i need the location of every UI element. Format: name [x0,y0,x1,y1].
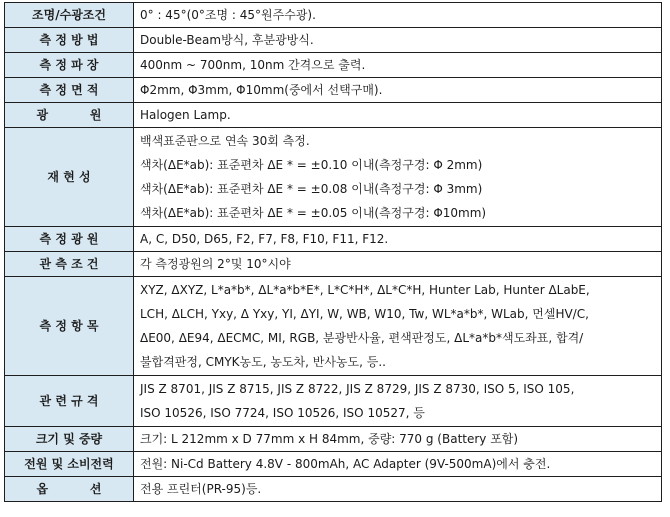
row-label: 측 정 방 법 [5,28,134,53]
row-value [134,427,662,452]
spec-row-standards [5,376,662,427]
row-label: 재 현 성 [5,128,134,227]
row-value [134,3,662,28]
row-label: 측 정 면 적 [5,78,134,103]
row-value [134,227,662,252]
spec-row-observer [5,252,662,277]
value-line: Double-Beam방식, 후분광방식. [140,33,314,47]
value-line: 각 측정광원의 2°및 10°시야 [140,257,291,271]
spec-row-measurement-items [5,277,662,376]
row-value [134,53,662,78]
spec-row-options [5,477,662,502]
spec-row-repeatability [5,128,662,227]
value-line: 크기: L 212mm x D 77mm x H 84mm, 중량: 770 g (Battery 포함) [140,432,519,446]
value-line: 400nm ~ 700nm, 10nm 간격으로 출력. [140,58,366,72]
spec-row-method [5,28,662,53]
value-line: 색차(ΔE*ab): 표준편차 ΔE * = ±0.08 이내(측정구경: Φ 3mm) [140,182,483,196]
row-value [134,452,662,477]
row-value [134,477,662,502]
row-value [134,103,662,128]
spec-row-illuminants [5,227,662,252]
row-label: 측 정 파 장 [5,53,134,78]
row-value [134,128,662,227]
spec-row-illumination [5,3,662,28]
value-line: 백색표준판으로 연속 30회 측정. [140,134,310,148]
spec-row-power [5,452,662,477]
row-label: 측 정 항 목 [5,277,134,376]
row-label: 관 련 규 격 [5,376,134,427]
row-label: 측 정 광 원 [5,227,134,252]
value-line: A, C, D50, D65, F2, F7, F8, F10, F11, F12. [140,232,389,246]
value-line: Halogen Lamp. [140,108,231,122]
row-label: 옵 션 [5,477,134,502]
spec-table [4,2,662,502]
row-value [134,252,662,277]
value-line: 전원: Ni-Cd Battery 4.8V - 800mAh, AC Adapter (9V-500mA)에서 충전. [140,457,551,471]
row-value [134,277,662,376]
row-value [134,28,662,53]
row-label: 크기 및 중량 [5,427,134,452]
row-label: 전원 및 소비전력 [5,452,134,477]
value-line: 전용 프린터(PR-95)등. [140,482,262,496]
value-line: 0° : 45°(0°조명 : 45°원주수광). [140,8,316,22]
spec-row-light-source [5,103,662,128]
spec-row-size-weight [5,427,662,452]
row-label: 조명/수광조건 [5,3,134,28]
row-label: 관 측 조 건 [5,252,134,277]
spec-table-body [5,3,662,502]
value-line: Φ2mm, Φ3mm, Φ10mm(중에서 선택구매). [140,83,383,97]
row-value [134,376,662,427]
value-line: XYZ, ΔXYZ, L*a*b*, ΔL*a*b*E*, L*C*H*, ΔL*C*H, Hunter Lab, Hunter ΔLabE, [140,283,590,297]
value-line: 불합격판정, CMYK농도, 농도차, 반사농도, 등.. [140,355,386,369]
row-value [134,78,662,103]
value-line: ISO 10526, ISO 7724, ISO 10526, ISO 10527, 등 [140,406,425,420]
spec-row-area [5,78,662,103]
row-label: 광 원 [5,103,134,128]
value-line: 색차(ΔE*ab): 표준편차 ΔE * = ±0.05 이내(측정구경: Φ10mm) [140,206,487,220]
value-line: 색차(ΔE*ab): 표준편차 ΔE * = ±0.10 이내(측정구경: Φ 2mm) [140,158,483,172]
value-line: ΔE00, ΔE94, ΔECMC, MI, RGB, 분광반사율, 편색판정도, ΔL*a*b*색도좌표, 합격/ [140,331,584,345]
spec-row-wavelength [5,53,662,78]
value-line: JIS Z 8701, JIS Z 8715, JIS Z 8722, JIS Z 8729, JIS Z 8730, ISO 5, ISO 105, [140,382,575,396]
value-line: LCH, ΔLCH, Yxy, Δ Yxy, YI, ΔYI, W, WB, W10, Tw, WL*a*b*, WLab, 먼셀HV/C, [140,307,589,321]
